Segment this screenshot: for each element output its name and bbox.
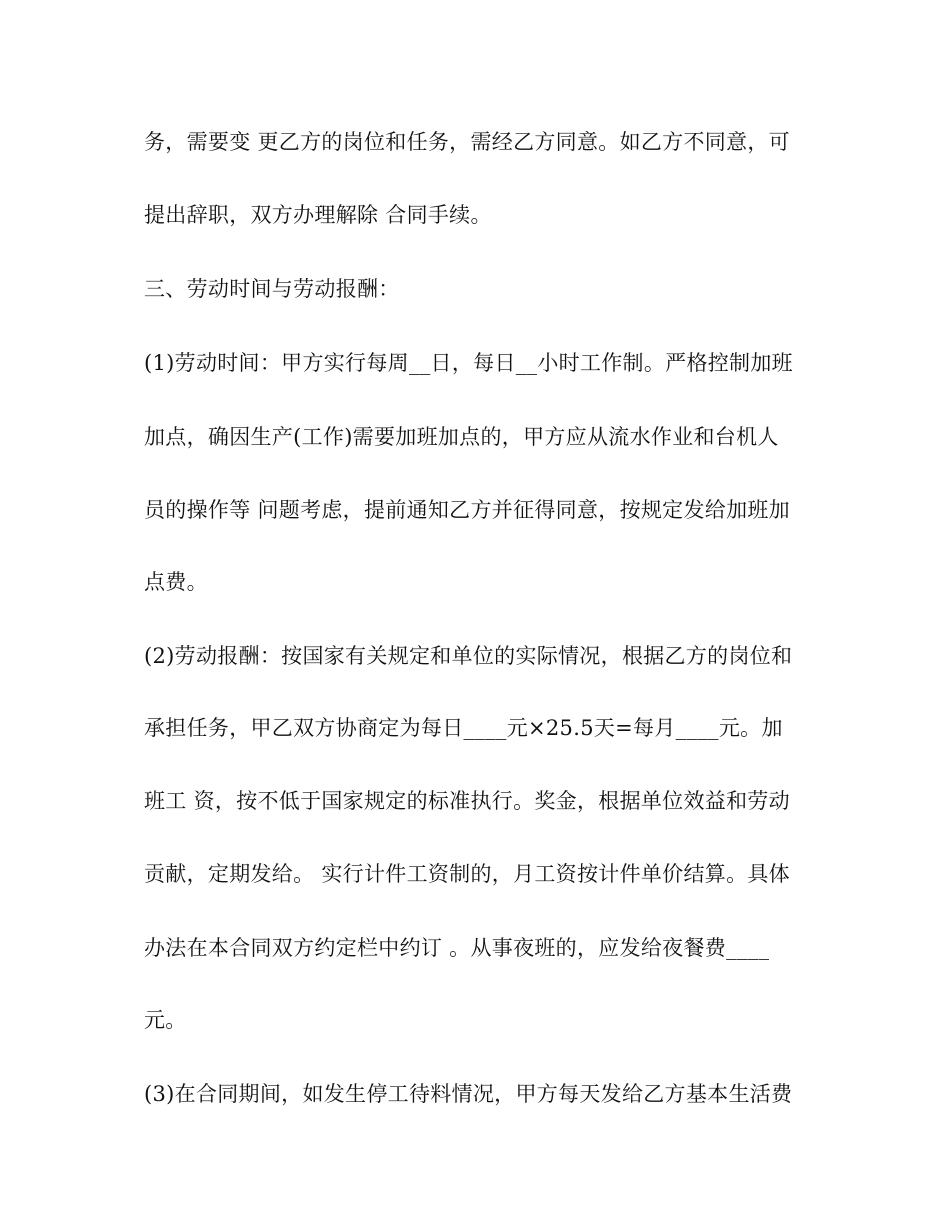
text-line-12: 办法在本合同双方约定栏中约订 。从事夜班的，应发给夜餐费____ — [144, 936, 770, 960]
text-line-1: 务，需要变 更乙方的岗位和任务，需经乙方同意。如乙方不同意，可 — [144, 130, 790, 154]
text-line-13: 元。 — [144, 1008, 187, 1032]
section-heading: 三、劳动时间与劳动报酬： — [144, 277, 400, 301]
text-line-5: 加点，确因生产(工作)需要加班加点的，甲方应从流水作业和台机人 — [144, 425, 779, 449]
text-line-4: (1)劳动时间：甲方实行每周__日，每日__小时工作制。严格控制加班 — [144, 351, 793, 375]
text-line-7: 点费。 — [144, 570, 208, 594]
text-line-9: 承担任务，甲乙双方协商定为每日____元×25.5天=每月____元。加 — [144, 716, 783, 740]
text-line-2: 提出辞职，双方办理解除 合同手续。 — [144, 203, 492, 227]
text-line-11: 贡献，定期发给。 实行计件工资制的，月工资按计件单价结算。具体 — [144, 862, 790, 886]
text-line-8: (2)劳动报酬：按国家有关规定和单位的实际情况，根据乙方的岗位和 — [144, 644, 793, 668]
text-line-6: 员的操作等 问题考虑，提前通知乙方并征得同意，按规定发给加班加 — [144, 498, 790, 522]
text-line-14: (3)在合同期间，如发生停工待料情况，甲方每天发给乙方基本生活费 — [144, 1082, 793, 1106]
text-line-10: 班工 资，按不低于国家规定的标准执行。奖金，根据单位效益和劳动 — [144, 789, 790, 813]
